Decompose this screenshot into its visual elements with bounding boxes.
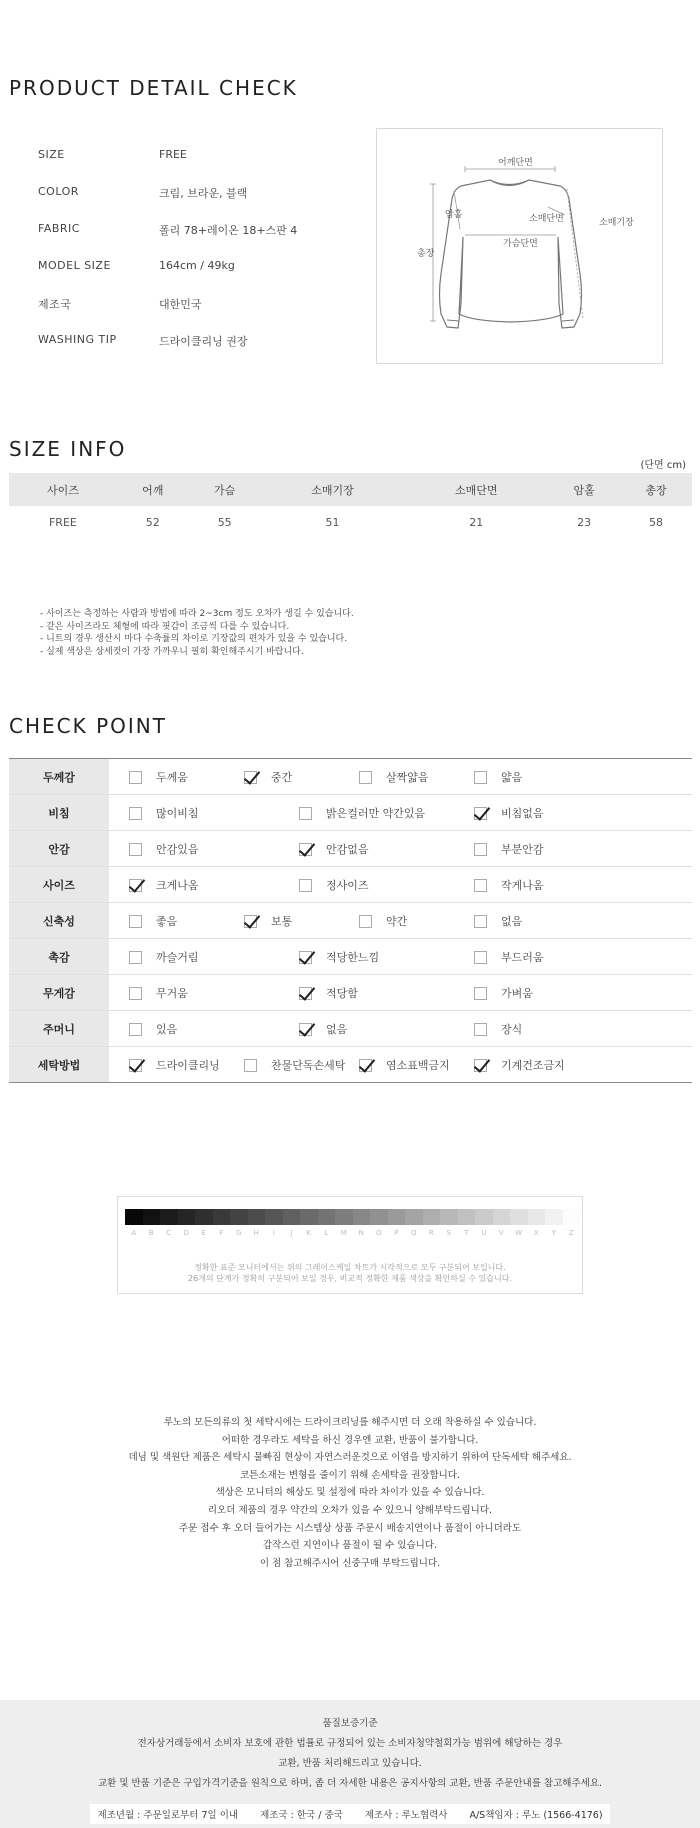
check-option-label: 있음 (156, 1023, 178, 1036)
check-option[interactable] (129, 841, 199, 857)
check-row (9, 1047, 692, 1083)
checked-checkbox-icon[interactable] (299, 843, 312, 856)
grayscale-letter: H (253, 1229, 259, 1237)
empty-checkbox-icon[interactable] (474, 915, 487, 928)
grayscale-cell (318, 1209, 336, 1225)
check-option-label: 크게나옴 (156, 879, 199, 892)
empty-checkbox-icon[interactable] (299, 807, 312, 820)
grayscale-letter: K (306, 1229, 312, 1237)
empty-checkbox-icon[interactable] (474, 771, 487, 784)
footer-line: 교환 및 반품 기준은 구입가격기준을 원칙으로 하며, 좀 더 자세한 내용은 공지사항의 교환, 반품 주문안내를 참고해주세요. (97, 1778, 603, 1789)
footer-line: 교환, 반품 처리해드리고 있습니다. (278, 1758, 422, 1769)
grayscale-letter: A (131, 1229, 137, 1237)
check-option[interactable] (244, 769, 292, 785)
check-option-label: 많이비침 (156, 807, 199, 820)
size-cell: 21 (469, 516, 484, 529)
grayscale-letter: U (481, 1229, 487, 1237)
check-option[interactable] (359, 1057, 450, 1073)
check-option[interactable] (299, 949, 379, 965)
check-row (9, 939, 692, 975)
size-table-header (9, 473, 692, 506)
empty-checkbox-icon[interactable] (474, 1023, 487, 1036)
detail-row-size (38, 148, 187, 164)
check-row-options (109, 759, 692, 795)
check-option-label: 기계건조금지 (501, 1059, 565, 1072)
check-row-label: 사이즈 (9, 867, 109, 903)
grayscale-cell (423, 1209, 441, 1225)
detail-value: FREE (159, 148, 187, 161)
checked-checkbox-icon[interactable] (299, 1023, 312, 1036)
check-row-label: 비침 (9, 795, 109, 831)
empty-checkbox-icon[interactable] (474, 879, 487, 892)
check-row-label: 촉감 (9, 939, 109, 975)
check-option[interactable] (299, 841, 369, 857)
check-option-label: 없음 (326, 1023, 348, 1036)
grayscale-cell (405, 1209, 423, 1225)
check-row-label: 무게감 (9, 975, 109, 1011)
check-option-label: 살짝얇음 (386, 771, 429, 784)
check-option-label: 없음 (501, 915, 523, 928)
size-header-cell: 가슴 (189, 473, 261, 506)
detail-label: COLOR (38, 185, 79, 198)
grayscale-letter: Q (410, 1229, 417, 1237)
grayscale-note-line: 26개의 단계가 정확히 구분되어 보일 경우, 비교적 정확한 제품 색상을 확인하실 수 있습니다. (188, 1274, 512, 1283)
check-option-label: 무거움 (156, 987, 188, 1000)
grayscale-cell (230, 1209, 248, 1225)
detail-label: MODEL SIZE (38, 259, 111, 272)
empty-checkbox-icon[interactable] (359, 771, 372, 784)
check-row (9, 903, 692, 939)
check-option-label: 얇음 (501, 771, 523, 784)
care-line: 갑작스런 지연이나 품절이 될 수 있습니다. (262, 1540, 438, 1552)
care-line: 색상은 모니터의 해상도 및 설정에 따라 차이가 있을 수 있습니다. (215, 1487, 485, 1499)
empty-checkbox-icon[interactable] (129, 915, 142, 928)
size-cell: 55 (217, 516, 232, 529)
grayscale-letter: Y (551, 1229, 556, 1237)
grayscale-cell (493, 1209, 511, 1225)
product-detail-title: PRODUCT DETAIL CHECK (9, 76, 298, 100)
grayscale-cell (510, 1209, 528, 1225)
grayscale-cell (528, 1209, 546, 1225)
check-row-options (109, 795, 692, 831)
footer-info-bar (90, 1804, 610, 1824)
note-line: - 니트의 경우 생산시 마다 수축률의 차이로 기장값의 편차가 있을 수 있습니다. (40, 634, 348, 644)
check-option-label: 밝은컬러만 약간있음 (326, 807, 426, 820)
grayscale-letter: T (464, 1229, 469, 1237)
check-option[interactable] (129, 913, 177, 929)
size-table-row (9, 506, 692, 539)
check-option-label: 안감있음 (156, 843, 199, 856)
empty-checkbox-icon[interactable] (129, 771, 142, 784)
check-option-label: 부드러움 (501, 951, 544, 964)
check-row (9, 795, 692, 831)
check-option[interactable] (474, 877, 544, 893)
size-header-cell: 총장 (620, 473, 692, 506)
grayscale-letter: B (148, 1229, 154, 1237)
diagram-label-total-length: 총장 (417, 249, 435, 259)
detail-row-fabric (38, 222, 297, 238)
check-option[interactable] (299, 877, 369, 893)
check-option[interactable] (359, 913, 407, 929)
quality-guarantee-footer (0, 1700, 700, 1828)
checked-checkbox-icon[interactable] (359, 1059, 372, 1072)
size-header-cell: 어깨 (117, 473, 189, 506)
grayscale-cell (353, 1209, 371, 1225)
check-option[interactable] (474, 769, 522, 785)
size-cell: 52 (145, 516, 160, 529)
check-option[interactable] (474, 985, 533, 1001)
checked-checkbox-icon[interactable] (244, 771, 257, 784)
checked-checkbox-icon[interactable] (244, 915, 257, 928)
check-row (9, 831, 692, 867)
footer-info-item: 제조국 : 한국 / 중국 (260, 1810, 343, 1821)
grayscale-cell (563, 1209, 581, 1225)
grayscale-letter: X (533, 1229, 539, 1237)
grayscale-cell (178, 1209, 196, 1225)
grayscale-cell (283, 1209, 301, 1225)
check-option[interactable] (299, 805, 425, 821)
grayscale-cell (475, 1209, 493, 1225)
size-cell: 58 (649, 516, 664, 529)
check-row-options (109, 903, 692, 939)
check-option[interactable] (244, 913, 292, 929)
grayscale-cell (388, 1209, 406, 1225)
grayscale-note (118, 1262, 582, 1284)
check-row (9, 759, 692, 795)
footer-info-item: 제조년월 : 주문일로부터 7일 이내 (97, 1810, 239, 1821)
grayscale-letter: G (236, 1229, 242, 1237)
diagram-label-shoulder: 어깨단면 (498, 158, 533, 168)
grayscale-letter: P (394, 1229, 399, 1237)
check-option[interactable] (474, 1057, 565, 1073)
grayscale-letter: C (166, 1229, 172, 1237)
detail-value: 크림, 브라운, 블랙 (159, 187, 248, 200)
check-option[interactable] (129, 1021, 177, 1037)
grayscale-letter: E (201, 1229, 206, 1237)
measurement-diagram (376, 128, 663, 364)
check-row-label: 신축성 (9, 903, 109, 939)
note-line: - 같은 사이즈라도 체형에 따라 핏감이 조금씩 다를 수 있습니다. (40, 621, 290, 632)
care-line: 주문 접수 후 오더 들어가는 시스템상 상품 주문시 배송지연이나 품절이 아니더라도 (178, 1522, 522, 1534)
check-option[interactable] (474, 841, 544, 857)
check-row-label: 세탁방법 (9, 1047, 109, 1083)
size-header-cell: 암홀 (548, 473, 620, 506)
care-line: 이 점 참고해주시어 신중구매 부탁드립니다. (259, 1557, 441, 1569)
check-option-label: 장식 (501, 1023, 523, 1036)
grayscale-cell (125, 1209, 143, 1225)
empty-checkbox-icon[interactable] (474, 843, 487, 856)
check-option-label: 가벼움 (501, 987, 533, 1000)
diagram-label-armhole: 암홀 (445, 210, 463, 220)
grayscale-letters (125, 1229, 580, 1237)
check-row-options (109, 867, 692, 903)
check-option[interactable] (299, 985, 358, 1001)
footer-line: 전자상거래등에서 소비자 보호에 관한 법률로 규정되어 있는 소비자청약철회가능 범위에 해당하는 경우 (137, 1738, 563, 1749)
grayscale-chart (117, 1196, 583, 1294)
detail-label: 제조국 (38, 298, 72, 311)
detail-label: SIZE (38, 148, 65, 161)
check-option[interactable] (129, 805, 199, 821)
empty-checkbox-icon[interactable] (474, 951, 487, 964)
checked-checkbox-icon[interactable] (299, 987, 312, 1000)
check-option-label: 두께움 (156, 771, 188, 784)
grayscale-letter: F (219, 1229, 224, 1237)
grayscale-letter: V (498, 1229, 504, 1237)
check-option[interactable] (244, 1057, 345, 1073)
empty-checkbox-icon[interactable] (129, 807, 142, 820)
check-point-title: CHECK POINT (9, 714, 167, 738)
grayscale-cell (160, 1209, 178, 1225)
size-cell: 23 (577, 516, 592, 529)
grayscale-letter: O (375, 1229, 382, 1237)
size-header-cell: 사이즈 (9, 473, 117, 506)
care-line: 코튼소재는 변형을 줄이기 위해 손세탁을 권장합니다. (239, 1469, 460, 1481)
checked-checkbox-icon[interactable] (474, 807, 487, 820)
size-unit-note: (단면 cm) (640, 460, 686, 471)
grayscale-cell (335, 1209, 353, 1225)
check-row-label: 두께감 (9, 759, 109, 795)
check-option-label: 보통 (271, 915, 293, 928)
grayscale-cell (265, 1209, 283, 1225)
diagram-label-sleeve-width: 소매단면 (529, 214, 564, 224)
detail-value: 164cm / 49kg (159, 259, 235, 272)
empty-checkbox-icon[interactable] (299, 879, 312, 892)
check-option[interactable] (129, 985, 188, 1001)
check-point-table (9, 758, 692, 1083)
grayscale-letter: D (183, 1229, 189, 1237)
grayscale-letter: I (272, 1229, 275, 1237)
empty-checkbox-icon[interactable] (129, 843, 142, 856)
check-option-label: 찬물단독손세탁 (271, 1059, 346, 1072)
check-option-label: 안감없음 (326, 843, 369, 856)
check-option-label: 비침없음 (501, 807, 544, 820)
check-option[interactable] (129, 877, 199, 893)
check-option[interactable] (474, 805, 544, 821)
empty-checkbox-icon[interactable] (129, 951, 142, 964)
grayscale-cell (370, 1209, 388, 1225)
check-row-options (109, 939, 692, 975)
grayscale-letter: M (340, 1229, 347, 1237)
note-line: - 사이즈는 측정하는 사람과 방법에 따라 2~3cm 정도 오차가 생길 수 있습니다. (40, 609, 354, 619)
grayscale-letter: L (324, 1229, 329, 1237)
check-option[interactable] (299, 1021, 347, 1037)
footer-info-item: A/S책임자 : 루노 (1566-4176) (469, 1810, 603, 1821)
checked-checkbox-icon[interactable] (129, 1059, 142, 1072)
size-header-cell: 소매단면 (404, 473, 548, 506)
care-line: 어떠한 경우라도 세탁을 하신 경우엔 교환, 반품이 불가합니다. (221, 1434, 479, 1446)
check-option-label: 약간 (386, 915, 408, 928)
check-option-label: 염소표백금지 (386, 1059, 450, 1072)
check-row-options (109, 1047, 692, 1083)
detail-label: WASHING TIP (38, 333, 117, 346)
detail-row-model-size (38, 259, 235, 275)
footer-title: 품질보증기준 (322, 1718, 378, 1729)
grayscale-cell (143, 1209, 161, 1225)
check-option[interactable] (474, 949, 544, 965)
check-option[interactable] (129, 769, 188, 785)
check-option[interactable] (474, 1021, 522, 1037)
empty-checkbox-icon[interactable] (129, 1023, 142, 1036)
size-cell: 51 (325, 516, 340, 529)
size-notes (40, 608, 354, 658)
check-row-label: 안감 (9, 831, 109, 867)
empty-checkbox-icon[interactable] (129, 987, 142, 1000)
check-row (9, 867, 692, 903)
check-option-label: 드라이클리닝 (156, 1059, 220, 1072)
diagram-label-chest: 가슴단면 (503, 239, 538, 249)
detail-value: 폴리 78+레이온 18+스판 4 (159, 224, 298, 237)
check-option-label: 중간 (271, 771, 293, 784)
size-table (9, 473, 692, 539)
grayscale-letter: R (428, 1229, 434, 1237)
grayscale-cell (458, 1209, 476, 1225)
size-info-title: SIZE INFO (9, 437, 127, 461)
care-line: 루노의 모든의류의 첫 세탁시에는 드라이크리닝를 해주시면 더 오래 착용하실 수 있습니다. (163, 1417, 537, 1428)
check-option-label: 까슬거림 (156, 951, 199, 964)
check-option-label: 부분안감 (501, 843, 544, 856)
care-line: 데님 및 색원단 제품은 세탁시 물빠짐 현상이 자연스러운것으로 이염을 방지하기 위하여 단독세탁 해주세요. (128, 1452, 572, 1464)
detail-row-color (38, 185, 247, 201)
check-option-label: 적당한느낌 (326, 951, 380, 964)
checked-checkbox-icon[interactable] (474, 1059, 487, 1072)
grayscale-letter: J (290, 1229, 293, 1237)
grayscale-note-line: 정확한 표준 모니터에서는 위의 그레이스케일 차트가 시각적으로 모두 구분되어 보입니다. (194, 1263, 506, 1272)
check-row-options (109, 831, 692, 867)
check-option[interactable] (129, 1057, 220, 1073)
check-row-label: 주머니 (9, 1011, 109, 1047)
grayscale-cell (213, 1209, 231, 1225)
grayscale-cell (300, 1209, 318, 1225)
empty-checkbox-icon[interactable] (474, 987, 487, 1000)
care-line: 리오더 제품의 경우 약간의 오차가 있을 수 있으니 양해부탁드립니다. (207, 1504, 493, 1516)
check-option[interactable] (359, 769, 429, 785)
care-instructions (0, 1414, 700, 1572)
check-option[interactable] (129, 949, 199, 965)
detail-row-country (38, 296, 202, 312)
check-row-options (109, 975, 692, 1011)
check-option-label: 작게나옴 (501, 879, 544, 892)
check-option-label: 정사이즈 (326, 879, 369, 892)
empty-checkbox-icon[interactable] (244, 1059, 257, 1072)
size-header-cell: 소매기장 (261, 473, 405, 506)
detail-value: 드라이클리닝 권장 (159, 335, 248, 348)
grayscale-cell (440, 1209, 458, 1225)
size-cell: FREE (48, 516, 77, 529)
diagram-label-sleeve-length: 소매기장 (599, 218, 634, 228)
grayscale-letter: Z (568, 1229, 574, 1237)
detail-label: FABRIC (38, 222, 80, 235)
detail-value: 대한민국 (159, 298, 202, 311)
check-option[interactable] (474, 913, 522, 929)
grayscale-cell (545, 1209, 563, 1225)
grayscale-strip (125, 1209, 580, 1225)
grayscale-cell (248, 1209, 266, 1225)
grayscale-cell (195, 1209, 213, 1225)
check-option-label: 좋음 (156, 915, 178, 928)
check-row (9, 975, 692, 1011)
checked-checkbox-icon[interactable] (129, 879, 142, 892)
grayscale-letter: S (446, 1229, 451, 1237)
check-option-label: 적당함 (326, 987, 358, 1000)
check-row (9, 1011, 692, 1047)
note-line: - 실제 색상은 상세컷이 가장 가까우니 필히 확인해주시기 바랍니다. (40, 646, 304, 657)
grayscale-letter: N (358, 1229, 364, 1237)
detail-row-washing-tip (38, 333, 248, 349)
grayscale-letter: W (515, 1229, 523, 1237)
checked-checkbox-icon[interactable] (299, 951, 312, 964)
check-row-options (109, 1011, 692, 1047)
footer-info-item: 제조사 : 루노협력사 (364, 1810, 448, 1821)
empty-checkbox-icon[interactable] (359, 915, 372, 928)
